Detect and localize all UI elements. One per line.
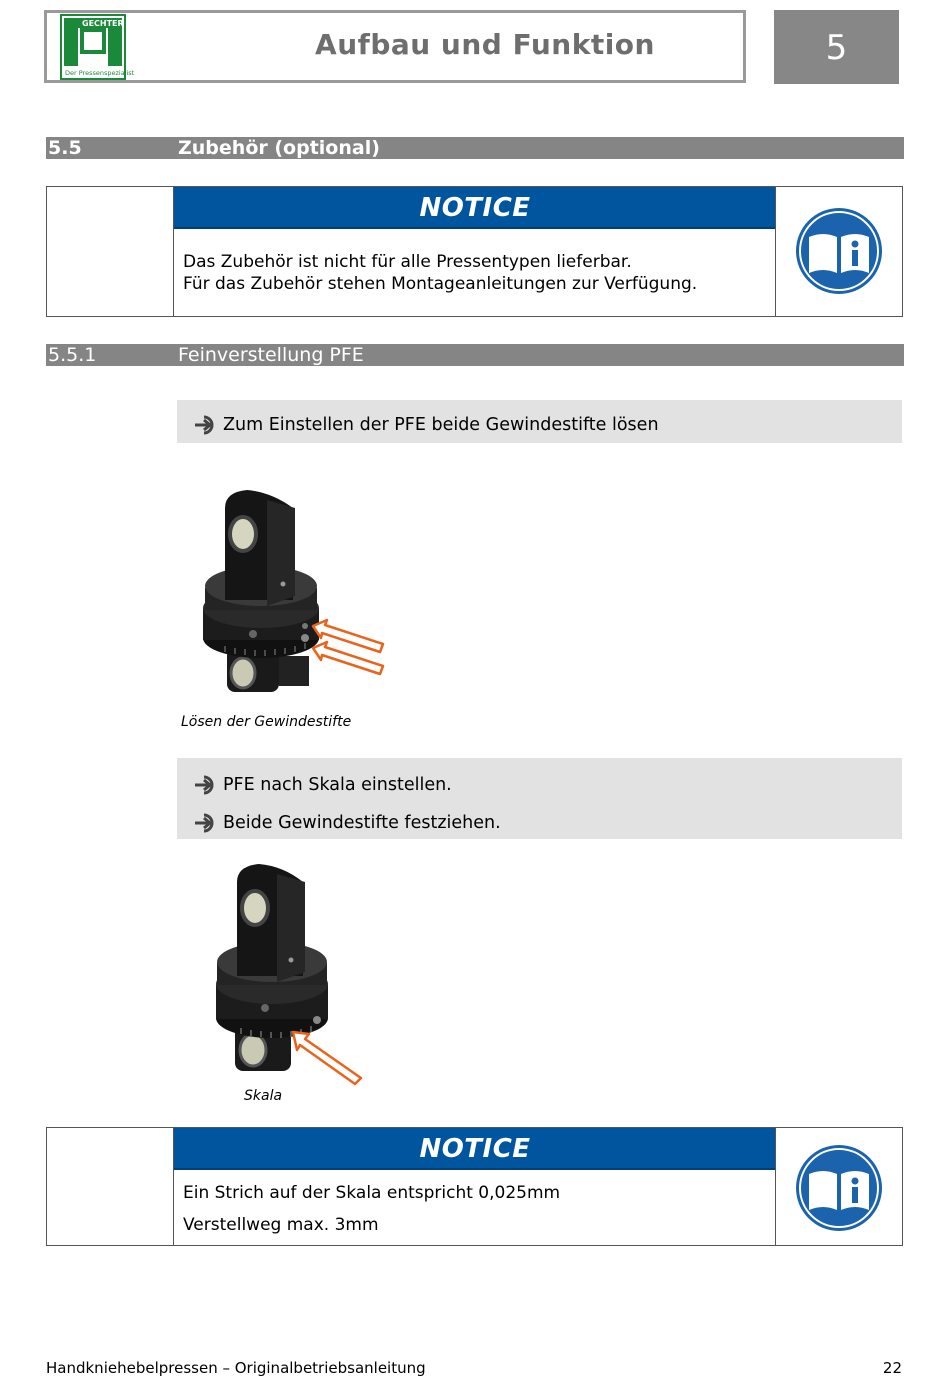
step-text: Beide Gewindestifte festziehen. <box>223 813 501 833</box>
notice-box-accessories <box>46 186 903 317</box>
section-title: Feinverstellung PFE <box>178 344 364 366</box>
instruction-box <box>177 758 902 839</box>
figure-caption: Lösen der Gewindestifte <box>181 714 352 730</box>
instruction-step <box>193 414 659 436</box>
chapter-number: 5 <box>774 10 899 84</box>
pfe-loosen-screws-image <box>195 488 395 703</box>
footer-document-name: Handkniehebelpressen – Originalbetriebsanleitung <box>46 1359 426 1377</box>
step-text: PFE nach Skala einstellen. <box>223 775 452 795</box>
notice-left-cell <box>47 187 174 316</box>
notice-line: Das Zubehör ist nicht für alle Pressentypen lieferbar. <box>183 252 632 272</box>
step-arrow-icon <box>193 414 217 436</box>
step-arrow-icon <box>193 812 217 834</box>
notice-right-cell <box>775 187 902 316</box>
section-heading-5-5-1 <box>46 344 904 366</box>
step-text: Zum Einstellen der PFE beide Gewindestifte lösen <box>223 415 659 435</box>
notice-line: Ein Strich auf der Skala entspricht 0,025mm <box>183 1183 561 1203</box>
read-manual-icon <box>795 1144 883 1232</box>
section-number: 5.5.1 <box>48 344 97 366</box>
step-arrow-icon <box>193 774 217 796</box>
section-number: 5.5 <box>48 137 82 159</box>
read-manual-icon <box>795 207 883 295</box>
logo-brand: GECHTER <box>82 19 124 28</box>
logo-tagline: Der Pressenspezialist <box>65 69 135 77</box>
instruction-step <box>193 774 452 796</box>
gechter-logo <box>60 14 135 80</box>
document-title: Aufbau und Funktion <box>315 28 655 61</box>
instruction-box <box>177 400 902 443</box>
notice-line: Verstellweg max. 3mm <box>183 1215 379 1235</box>
instruction-step <box>193 812 501 834</box>
pfe-scale-image <box>205 860 375 1088</box>
section-title: Zubehör (optional) <box>178 137 380 159</box>
notice-left-cell <box>47 1128 174 1245</box>
figure-caption: Skala <box>244 1088 283 1104</box>
notice-heading: NOTICE <box>174 187 776 229</box>
notice-line: Für das Zubehör stehen Montageanleitungen zur Verfügung. <box>183 274 698 294</box>
section-heading-5-5 <box>46 137 904 159</box>
page-number: 22 <box>882 1359 902 1377</box>
notice-right-cell <box>775 1128 902 1245</box>
notice-heading: NOTICE <box>174 1128 776 1170</box>
notice-box-scale <box>46 1127 903 1246</box>
